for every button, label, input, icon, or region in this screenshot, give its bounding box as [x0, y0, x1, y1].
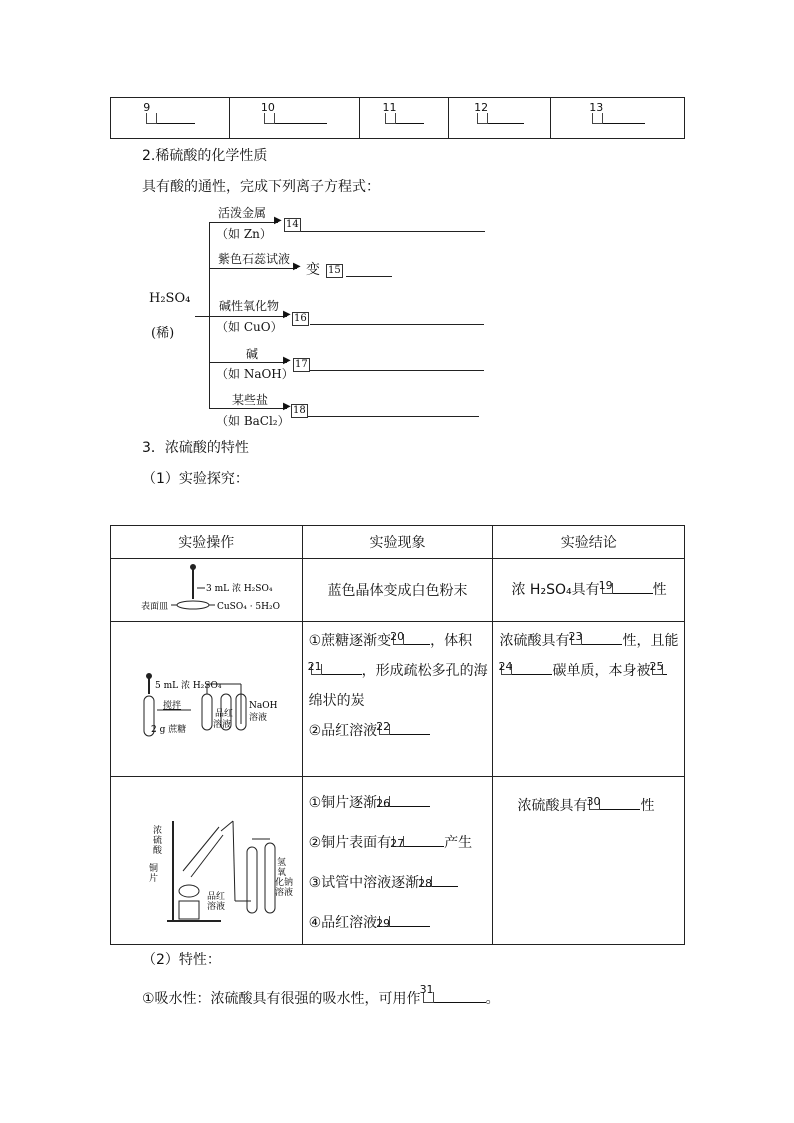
section2-title: 2.稀硫酸的化学性质	[142, 148, 268, 164]
answer-line-17[interactable]	[310, 370, 484, 371]
svg-text:5 mL 浓 H₂SO₄: 5 mL 浓 H₂SO₄	[155, 681, 222, 691]
branch-18-bottom: （如 BaCl₂）	[216, 414, 290, 428]
label-cuso4: CuSO₄ · 5H₂O	[217, 602, 280, 612]
answer-cell-11: 11	[360, 98, 449, 139]
svg-text:搅拌: 搅拌	[163, 701, 182, 711]
svg-text:化钠: 化钠	[275, 877, 294, 888]
answer-blank[interactable]	[275, 108, 327, 124]
blank-number-17: 17	[295, 359, 308, 370]
answer-cell-12: 12	[448, 98, 551, 139]
top-answer-table	[110, 97, 685, 139]
answer-blank[interactable]	[396, 108, 424, 124]
answer-blank-31[interactable]	[434, 987, 486, 1003]
row1-operation	[111, 559, 303, 622]
branch-16-top: 碱性氧化物	[219, 299, 280, 313]
row1-conclusion: 浓 H₂SO₄具有 19 性	[493, 559, 685, 622]
reactant-formula: H₂SO₄	[149, 291, 191, 306]
reactant-note: (稀)	[151, 326, 175, 341]
svg-text:品红: 品红	[215, 709, 234, 719]
svg-text:硫: 硫	[153, 835, 163, 846]
sucrose-dehydration-diagram	[111, 624, 301, 774]
blank-number-15: 15	[328, 265, 341, 276]
hygroscopic-line: ①吸水性：浓硫酸具有很强的吸水性，可用作 31 。	[142, 983, 500, 1007]
blank-number-14: 14	[286, 219, 299, 230]
label-conc-acid-1: 3 mL 浓 H₂SO₄	[206, 584, 273, 594]
svg-text:氧: 氧	[277, 867, 287, 878]
svg-text:NaOH: NaOH	[249, 701, 278, 711]
svg-text:2 g 蔗糖: 2 g 蔗糖	[151, 725, 187, 735]
svg-text:氢: 氢	[277, 857, 287, 868]
branch-14-bottom: （如 Zn）	[216, 227, 272, 241]
branch-18-top: 某些盐	[232, 393, 269, 407]
branch-14-top: 活泼金属	[218, 206, 267, 220]
answer-line-15[interactable]	[346, 276, 392, 277]
watch-glass-diagram	[111, 559, 301, 621]
header-conclusion: 实验结论	[493, 526, 685, 559]
answer-line-16[interactable]	[310, 324, 484, 325]
answer-blank[interactable]	[613, 578, 653, 594]
section3-sub1: （1）实验探究：	[142, 471, 249, 487]
branch-15-prefix: 变	[306, 262, 320, 278]
branch-17-bottom: （如 NaOH）	[216, 367, 294, 381]
row3-phenomenon: ①铜片逐渐 26 ②铜片表面有 27 产生 ③试管中溶液逐渐 28 ④品红溶液 29	[302, 777, 493, 945]
branch-17-top: 碱	[246, 347, 259, 361]
answer-blank[interactable]	[157, 108, 195, 124]
row3-conclusion: 浓硫酸具有 30 性	[493, 777, 685, 945]
answer-line-18[interactable]	[308, 416, 479, 417]
section3-sub2: （2）特性：	[142, 952, 221, 968]
answer-cell-9: 9	[111, 98, 230, 139]
svg-text:溶液: 溶液	[275, 887, 294, 898]
answer-blank[interactable]	[488, 108, 524, 124]
row1-phenomenon: 蓝色晶体变成白色粉末	[302, 559, 493, 622]
copper-acid-apparatus-diagram	[111, 781, 301, 941]
answer-blank[interactable]	[603, 108, 645, 124]
svg-text:浓: 浓	[153, 825, 163, 836]
row2-operation	[111, 622, 303, 777]
svg-text:铜: 铜	[149, 863, 159, 874]
answer-cell-10: 10	[229, 98, 360, 139]
answer-line-14[interactable]	[301, 231, 485, 232]
blank-number-16: 16	[294, 313, 307, 324]
header-phenomenon: 实验现象	[302, 526, 493, 559]
section2-intro: 具有酸的通性，完成下列离子方程式：	[142, 179, 380, 195]
branch-16-bottom: （如 CuO）	[216, 320, 283, 334]
row2-conclusion: 浓硫酸具有 23 性，且能 24 碳单质，本身被 25	[493, 622, 685, 777]
svg-text:溶液: 溶液	[249, 713, 268, 723]
svg-text:片: 片	[149, 873, 159, 884]
answer-cell-13: 13	[551, 98, 685, 139]
svg-text:酸: 酸	[153, 845, 163, 856]
row2-phenomenon: ①蔗糖逐渐变 20 ，体积 21 ，形成疏松多孔的海 绵状的炭 ②品红溶液 22	[302, 622, 493, 777]
svg-text:品红: 品红	[207, 891, 226, 902]
row3-operation	[111, 777, 303, 945]
svg-text:溶液: 溶液	[213, 720, 232, 730]
section3-title: 3．浓硫酸的特性	[142, 440, 249, 456]
header-operation: 实验操作	[111, 526, 303, 559]
branch-15-top: 紫色石蕊试液	[218, 252, 291, 266]
blank-number-18: 18	[293, 405, 306, 416]
label-watch-glass: 表面皿	[141, 602, 169, 612]
experiment-table	[110, 525, 685, 945]
svg-text:溶液: 溶液	[207, 901, 226, 912]
